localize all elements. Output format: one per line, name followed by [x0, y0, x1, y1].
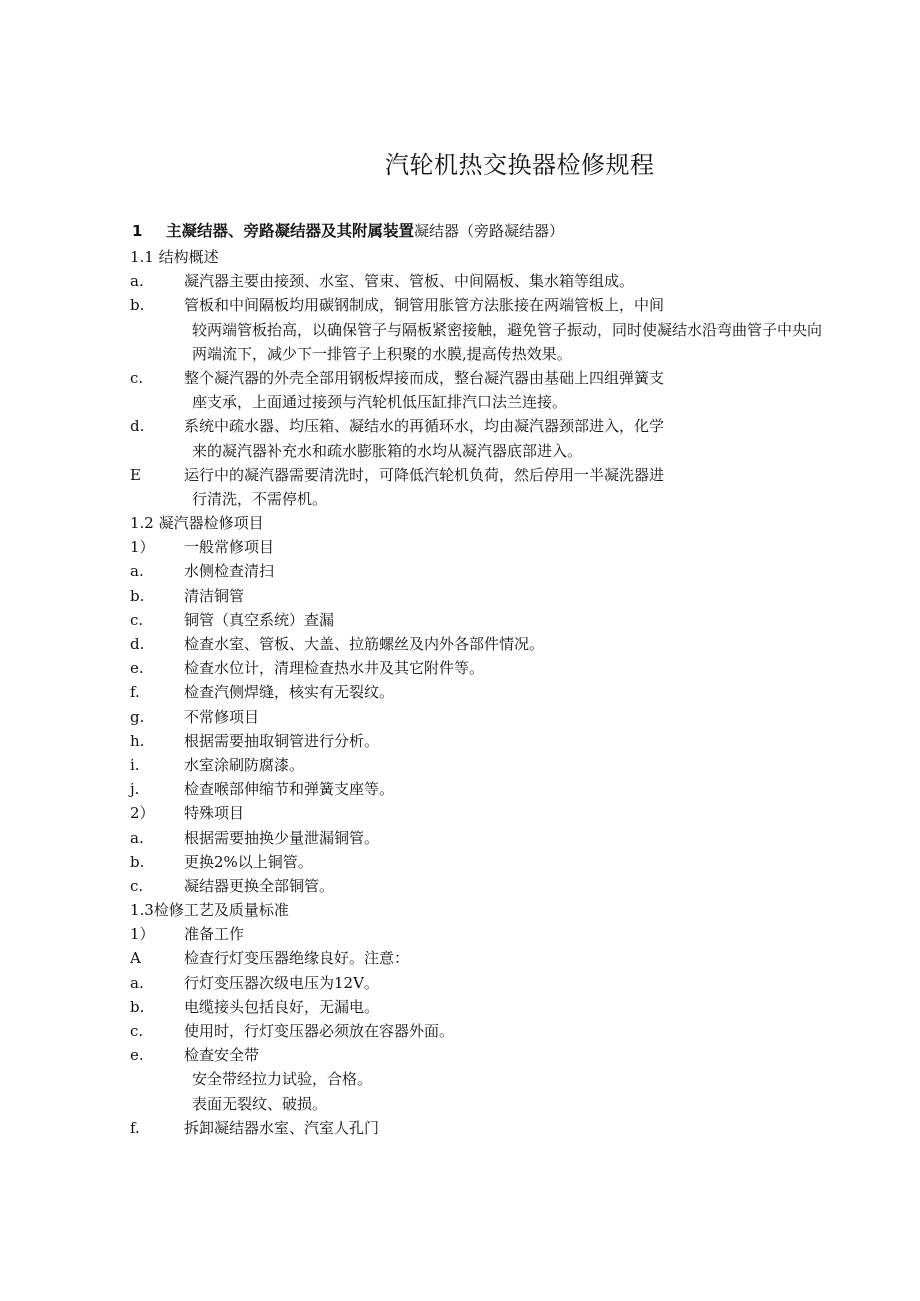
list-item-text: 行灯变压器次级电压为12V。: [184, 973, 379, 992]
list-item: [130, 559, 915, 583]
list-item-text: 铜管（真空系统）查漏: [184, 610, 335, 629]
list-marker: c.: [130, 876, 144, 895]
list-item-text: 检查行灯变压器绝缘良好。注意：: [184, 949, 410, 968]
list-item-text: 整个凝汽器的外壳全部用钢板焊接而成，整台凝汽器由基础上四组弹簧支: [184, 368, 665, 387]
section-title-rest: 凝结器（旁路凝结器）: [414, 222, 565, 240]
subsection-heading-text: 1.1 结构概述: [130, 248, 219, 266]
list-item: [130, 535, 915, 559]
list-item: [130, 269, 915, 293]
list-marker: i.: [130, 755, 140, 774]
document-body: [130, 217, 915, 1140]
list-item: [130, 414, 915, 438]
list-item: [130, 729, 915, 753]
subsection-heading-text: 1.2 凝汽器检修项目: [130, 514, 264, 533]
list-item: [130, 801, 915, 825]
section-title: [166, 217, 564, 245]
list-marker: b.: [130, 586, 145, 605]
list-item: [130, 463, 915, 487]
list-item-continuation: [130, 487, 915, 511]
subsection-heading: [130, 511, 915, 535]
list-item-text: 特殊项目: [184, 804, 245, 823]
list-item: [130, 1116, 915, 1140]
list-item-text: 两端流下，减少下一排管子上积聚的水膜,提高传热效果。: [192, 344, 572, 363]
list-marker: 1）: [130, 925, 155, 944]
list-item-text: 安全带经拉力试验，合格。: [192, 1070, 373, 1089]
list-item: [130, 680, 915, 704]
list-item-text: 凝汽器主要由接颈、水室、管束、管板、中间隔板、集水箱等组成。: [184, 272, 635, 291]
list-item-text: 表面无裂纹、破损。: [192, 1094, 328, 1113]
list-marker: E: [130, 465, 141, 484]
section-heading: [130, 217, 915, 245]
section-title-bold: 主凝结器、旁路凝结器及其附属装置: [166, 222, 415, 240]
list-marker: h.: [130, 731, 145, 750]
list-marker: a.: [130, 973, 144, 992]
subsection-heading: [130, 898, 915, 922]
list-item-text: 凝结器更换全部铜管。: [184, 876, 335, 895]
list-item-continuation: [130, 390, 915, 414]
list-item: [130, 656, 915, 680]
list-item-text: 根据需要抽取铜管进行分析。: [184, 731, 380, 750]
list-item: [130, 293, 915, 317]
list-item: [130, 946, 915, 970]
list-marker: b.: [130, 852, 145, 871]
list-item: [130, 850, 915, 874]
list-item: [130, 874, 915, 898]
list-item-text: 座支承，上面通过接颈与汽轮机低压缸排汽口法兰连接。: [192, 393, 568, 412]
list-item-text: 不常修项目: [184, 707, 260, 726]
list-marker: c.: [130, 368, 144, 387]
list-marker: 2）: [130, 804, 155, 823]
list-marker: a.: [130, 562, 144, 581]
list-item: [130, 608, 915, 632]
list-marker: d.: [130, 635, 145, 653]
list-item: [130, 1019, 915, 1043]
list-item: [130, 922, 915, 946]
list-marker: A: [130, 949, 141, 968]
list-item-text: 水侧检查清扫: [184, 562, 275, 581]
list-item-text: 运行中的凝汽器需要清洗时，可降低汽轮机负荷，然后停用一半凝洗器进: [184, 465, 665, 484]
list-item-text: 使用时，行灯变压器必须放在容器外面。: [184, 1022, 455, 1040]
section-number: 1: [132, 222, 143, 240]
subsection-heading: [130, 245, 915, 269]
list-item: [130, 366, 915, 390]
list-marker: j.: [130, 780, 140, 799]
list-marker: d.: [130, 417, 145, 436]
list-item-continuation: [130, 1067, 915, 1091]
list-item-continuation: [130, 318, 915, 342]
list-item-text: 准备工作: [184, 925, 245, 944]
list-item: [130, 632, 915, 656]
list-item-text: 检查安全带: [184, 1046, 260, 1065]
list-item-text: 检查汽侧焊缝，核实有无裂纹。: [184, 683, 395, 702]
list-marker: g.: [130, 707, 145, 726]
list-marker: e.: [130, 1046, 144, 1065]
list-marker: c.: [130, 610, 144, 629]
list-marker: a.: [130, 272, 144, 291]
list-marker: 1）: [130, 538, 155, 557]
list-item-text: 检查喉部伸缩节和弹簧支座等。: [184, 780, 395, 799]
list-item-continuation: [130, 1092, 915, 1116]
list-item-text: 检查水室、管板、大盖、拉筋螺丝及内外各部件情况。: [184, 635, 545, 653]
list-marker: f.: [130, 1118, 140, 1137]
list-item: [130, 777, 915, 801]
list-item-text: 更换2%以上铜管。: [184, 852, 313, 871]
list-marker: a.: [130, 828, 144, 847]
list-item-text: 来的凝汽器补充水和疏水膨胀箱的水均从凝汽器底部进入。: [192, 441, 583, 460]
list-item: [130, 705, 915, 729]
list-item-text: 电缆接头包括良好，无漏电。: [184, 997, 380, 1016]
subsection-heading-text: 1.3检修工艺及质量标准: [130, 901, 289, 920]
list-item-text: 一般常修项目: [184, 538, 275, 557]
list-item-text: 较两端管板抬高，以确保管子与隔板紧密接触，避免管子振动，同时使凝结水沿弯曲管子中央向: [192, 320, 823, 339]
list-marker: c.: [130, 1022, 144, 1040]
list-marker: b.: [130, 296, 145, 315]
list-marker: b.: [130, 997, 145, 1016]
list-item: [130, 826, 915, 850]
list-marker: f.: [130, 683, 140, 702]
list-item-text: 系统中疏水器、均压箱、凝结水的再循环水，均由凝汽器颈部进入，化学: [184, 417, 665, 436]
list-item-text: 检查水位计，清理检查热水井及其它附件等。: [184, 659, 485, 678]
page-title: 汽轮机热交换器检修规程: [385, 151, 655, 179]
list-item: [130, 1043, 915, 1067]
list-item-text: 水室涂刷防腐漆。: [184, 755, 305, 774]
list-item-text: 拆卸凝结器水室、汽室人孔门: [184, 1118, 380, 1137]
list-item-text: 根据需要抽换少量泄漏铜管。: [184, 828, 380, 847]
list-item: [130, 971, 915, 995]
list-item-continuation: [130, 439, 915, 463]
list-item-text: 管板和中间隔板均用碳钢制成，铜管用胀管方法胀接在两端管板上，中间: [184, 296, 665, 315]
list-item: [130, 995, 915, 1019]
list-item-text: 清洁铜管: [184, 586, 245, 605]
list-item-continuation: [130, 342, 915, 366]
list-item: [130, 584, 915, 608]
list-item-text: 行清洗，不需停机。: [192, 489, 328, 508]
list-marker: e.: [130, 659, 144, 678]
list-item: [130, 753, 915, 777]
